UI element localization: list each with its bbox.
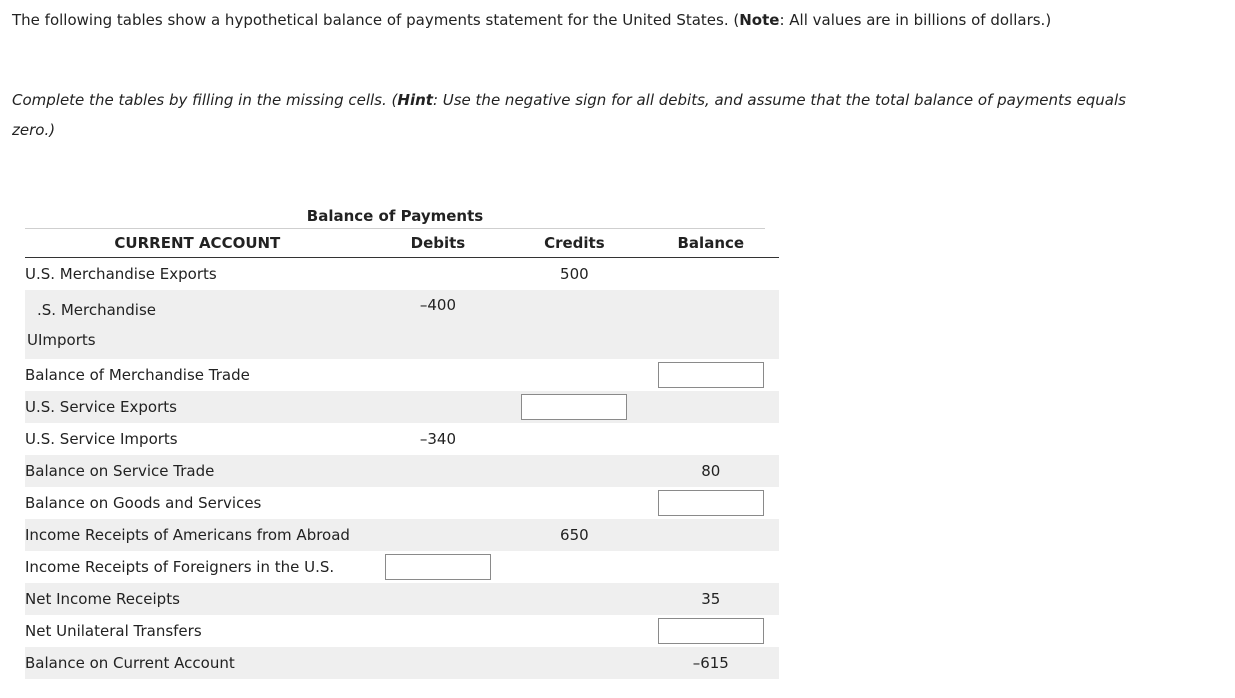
balance-cell	[643, 290, 779, 359]
credit-cell	[506, 359, 642, 391]
debit-cell	[370, 583, 506, 615]
debit-cell: –400	[370, 290, 506, 359]
row-label: U.S. Service Exports	[25, 391, 370, 423]
header-credits: Credits	[506, 229, 642, 258]
table-row	[25, 583, 779, 615]
row-label: Net Unilateral Transfers	[25, 622, 202, 640]
debit-cell: –340	[419, 430, 456, 448]
hint-label: Hint	[397, 91, 433, 109]
debit-cell	[370, 551, 506, 583]
table-row	[25, 423, 779, 455]
balance-of-payments-table	[25, 229, 779, 679]
row-label	[25, 290, 370, 359]
table-row	[25, 647, 779, 679]
credit-cell	[506, 391, 642, 423]
balance-cell: –615	[643, 647, 779, 679]
debit-cell	[370, 519, 506, 551]
balance-cell	[643, 615, 779, 647]
row-label-line2: UImports	[27, 330, 96, 349]
balance-cell	[643, 359, 779, 391]
credit-cell	[506, 615, 642, 647]
debit-cell	[370, 487, 506, 519]
row-label: Balance on Service Trade	[25, 455, 370, 487]
foreigners-income-debit-input[interactable]	[385, 554, 491, 580]
row-label: Income Receipts of Americans from Abroad	[25, 519, 370, 551]
balance-cell	[643, 487, 779, 519]
table-row	[25, 487, 779, 519]
debit-cell	[370, 455, 506, 487]
instructions-text	[12, 85, 1152, 145]
table-header-row	[25, 229, 779, 258]
row-label: Balance on Goods and Services	[25, 494, 262, 512]
intro-prefix: The following tables show a hypothetical balance of payments statement for the United States. (	[12, 11, 740, 29]
row-label: Balance of Merchandise Trade	[25, 366, 250, 384]
debit-cell	[370, 391, 506, 423]
unilateral-transfers-balance-input[interactable]	[658, 618, 764, 644]
table-row	[25, 455, 779, 487]
goods-services-balance-input[interactable]	[658, 490, 764, 516]
credit-cell	[506, 647, 642, 679]
intro-suffix: : All values are in billions of dollars.)	[779, 11, 1052, 29]
balance-cell: 80	[643, 455, 779, 487]
balance-cell: 35	[643, 583, 779, 615]
credit-cell	[506, 551, 642, 583]
debit-cell	[370, 615, 506, 647]
balance-cell	[643, 519, 779, 551]
table-row	[25, 290, 779, 359]
table-row	[25, 359, 779, 391]
debit-cell	[370, 647, 506, 679]
row-label-line1: .S. Merchandise	[37, 300, 157, 319]
row-label: Income Receipts of Foreigners in the U.S.	[25, 558, 335, 576]
merchandise-trade-balance-input[interactable]	[658, 362, 764, 388]
row-label: U.S. Service Imports	[25, 430, 178, 448]
balance-cell	[643, 423, 779, 455]
credit-cell: 500	[560, 265, 589, 283]
header-current-account: CURRENT ACCOUNT	[25, 229, 370, 258]
credit-cell	[506, 423, 642, 455]
table-row	[25, 551, 779, 583]
credit-cell: 650	[506, 519, 642, 551]
table-row	[25, 615, 779, 647]
credit-cell	[506, 583, 642, 615]
instructions-prefix: Complete the tables by filling in the missing cells. (	[12, 91, 398, 109]
credit-cell	[506, 455, 642, 487]
note-label: Note	[739, 11, 780, 29]
balance-cell	[643, 551, 779, 583]
balance-cell	[643, 258, 779, 291]
table-row	[25, 258, 779, 291]
credit-cell	[506, 487, 642, 519]
row-label: U.S. Merchandise Exports	[25, 265, 217, 283]
debit-cell	[370, 359, 506, 391]
row-label: Balance on Current Account	[25, 647, 370, 679]
table-caption: Balance of Payments	[306, 207, 484, 225]
instructions-suffix: : Use the negative sign for all debits, and assume that the total balance of payments equals zero.)	[12, 91, 1126, 139]
intro-text	[12, 10, 1051, 31]
header-debits: Debits	[370, 229, 506, 258]
debit-cell	[370, 258, 506, 291]
table-row	[25, 391, 779, 423]
row-label: Net Income Receipts	[25, 583, 370, 615]
table-row	[25, 519, 779, 551]
balance-cell	[643, 391, 779, 423]
credit-cell	[506, 290, 642, 359]
header-balance: Balance	[643, 229, 779, 258]
service-exports-credit-input[interactable]	[521, 394, 627, 420]
